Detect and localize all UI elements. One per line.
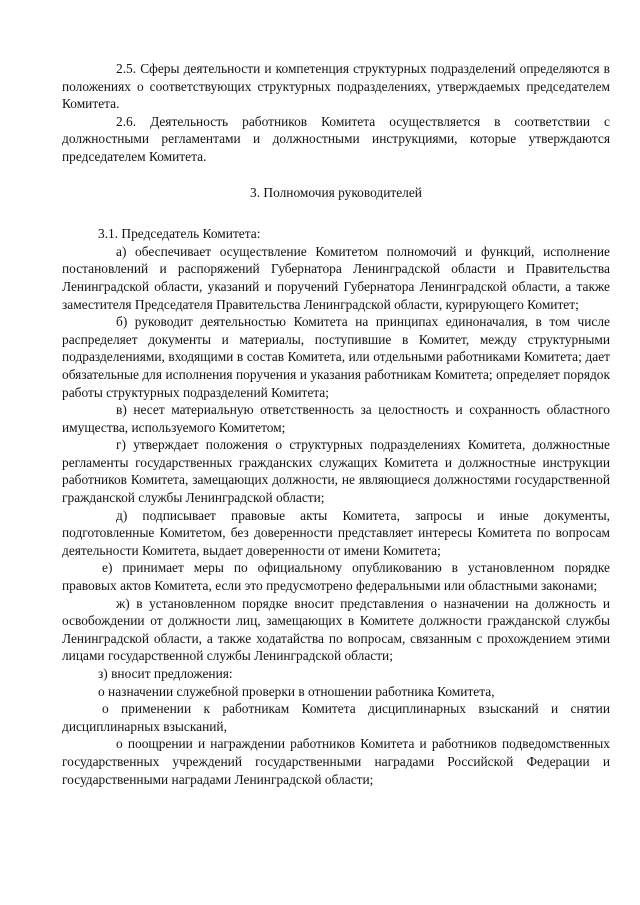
item-v: в) несет материальную ответственность за целостность и сохранность областного имущества, используемого Комитетом; (62, 402, 610, 435)
document-page (62, 60, 610, 788)
item-d: д) подписывает правовые акты Комитета, запросы и иные документы, подготовленные Комитетом, без доверенности представляет интересы Комитета по вопросам деятельности Комитета, выдает доверенности от имени Комитета; (62, 507, 610, 558)
item-z: з) вносит предложения: (98, 666, 233, 681)
item-z-sub-1: о назначении служебной проверки в отношении работника Комитета, (98, 683, 495, 699)
item-g: г) утверждает положения о структурных подразделениях Комитета, должностные регламенты государственных гражданских служащих Комитета и должностные инструкции работников Комитета, замещающих должности, не являющиеся должностями государственной гражданской службы Ленинградской области; (62, 437, 610, 506)
item-a: а) обеспечивает осуществление Комитетом полномочий и функций, исполнение постановлений и распоряжений Губернатора Ленинградской области и Правительства Ленинградской области, указаний и поручений Губернатора Ленинградской области, а также заместителя Председателя Правительства Ленинградской области, курирующего Комитет; (62, 243, 610, 312)
item-b: б) руководит деятельностью Комитета на принципах единоначалия, в том числе распределяет документы и материалы, поступившие в Комитет, между структурными подразделениями, входящими в состав Комитета, или отдельными работниками Комитета; дает обязательные для исполнения поручения и указания работникам Комитета; определяет порядок работы структурных подразделений Комитета; (62, 314, 610, 400)
paragraph-2-5: 2.5. Сферы деятельности и компетенция структурных подразделений определяются в положениях о соответствующих структурных подразделениях, утверждаемых председателем Комитета. (62, 61, 610, 112)
item-zh: ж) в установленном порядке вносит представления о назначении на должность и освобождении от должности лиц, замещающих в Комитете должности гражданской службы Ленинградской области, а также ходатайства по вопросам, связанным с прохождением этими лицами государственной службы Ленинградской области; (62, 595, 610, 664)
paragraph-2-6: 2.6. Деятельность работников Комитета осуществляется в соответствии с должностными регламентами и должностными инструкциями, которые утверждаются председателем Комитета. (62, 113, 610, 164)
section-title: 3. Полномочия руководителей (250, 184, 422, 200)
item-z-sub-2: о применении к работникам Комитета дисциплинарных взысканий и снятии дисциплинарных взысканий, (62, 701, 610, 734)
item-z-sub-3: о поощрении и награждении работников Комитета и работников подведомственных государственных учреждений государственными наградами Российской Федерации и государственными наградами Ленинградской области; (62, 736, 610, 787)
item-e: е) принимает меры по официальному опубликованию в установленном порядке правовых актов Комитета, если это предусмотрено федеральными или областными законами; (62, 560, 610, 594)
paragraph-3-1: 3.1. Председатель Комитета: (98, 226, 261, 242)
